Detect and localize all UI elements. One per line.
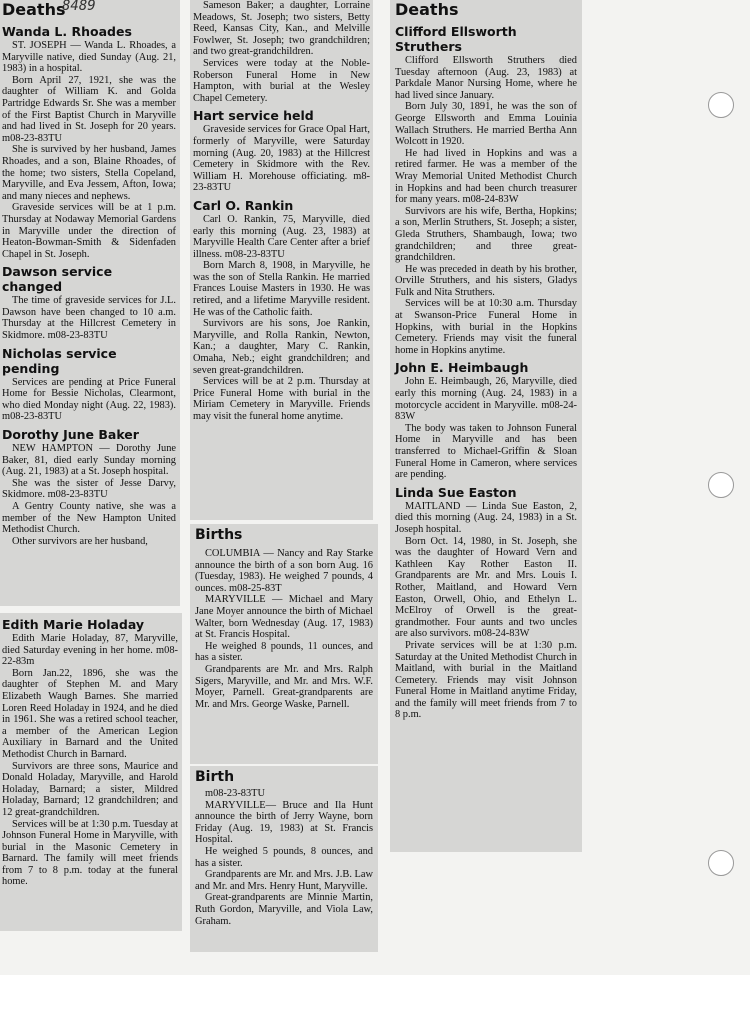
notice-paragraph: He weighed 5 pounds, 8 ounces, and has a sister. xyxy=(195,845,373,869)
obituary-paragraph: Born Jan.22, 1896, she was the daughter of Stephen M. and Mary Elizabeth Waugh Barnes. She married Loren Reed Holaday in 1924, and he died in 1961. She was a retired school teacher, a member of the American Legion Auxiliary in Barnard and the United Methodist Church in Barnard. xyxy=(2,667,178,760)
deaths-title-left: Deaths xyxy=(2,0,66,19)
obituary-headline: Carl O. Rankin xyxy=(193,197,294,213)
obituary-headline: Nicholas service pending xyxy=(2,345,117,376)
obituary-headline: Wanda L. Rhoades xyxy=(2,24,132,39)
obituary-paragraph: Clifford Ellsworth Struthers died Tuesday afternoon (Aug. 23, 1983) at Parkdale Manor Nursing Home, where he had lived since January. xyxy=(395,55,577,101)
obituary-headline: Linda Sue Easton xyxy=(395,484,517,500)
clipping-left-bottom xyxy=(0,613,182,931)
notice-paragraph: He weighed 8 pounds, 11 ounces, and has a sister. xyxy=(195,640,373,664)
deaths-title-right: Deaths xyxy=(395,0,459,19)
obituaries-middle xyxy=(193,0,370,423)
obituary-paragraph: ST. JOSEPH — Wanda L. Rhoades, a Maryville native, died Sunday (Aug. 21, 1983) in a hospital. xyxy=(2,40,176,75)
notice-paragraph: MARYVILLE — Michael and Mary Jane Moyer announce the birth of Michael Walter, born Wednesday (Aug. 17, 1983) at St. Francis Hospital. xyxy=(195,594,373,641)
binder-hole-top xyxy=(708,92,734,118)
obituary-paragraph: John E. Heimbaugh, 26, Maryville, died early this morning (Aug. 24, 1983) in a motorcycle accident in Maryville. m08-24-83W xyxy=(395,376,577,423)
obituary-paragraph: Services were today at the Noble-Roberson Funeral Home in New Hampton, with burial at the Wesley Chapel Cemetery. xyxy=(193,57,370,104)
notice-paragraph: Great-grandparents are Minnie Martin, Ruth Gordon, Maryville, and Viola Law, Graham. xyxy=(195,892,373,927)
births-list xyxy=(195,548,373,710)
obituary-headline: Dorothy June Baker xyxy=(2,427,139,443)
notice-paragraph: MARYVILLE— Bruce and Ila Hunt announce the birth of Jerry Wayne, born Friday (Aug. 19, 1983) at St. Francis Hospital. xyxy=(195,799,373,846)
obituary-paragraph: Other survivors are her husband, xyxy=(12,535,148,547)
obituary-paragraph: Edith Marie Holaday, 87, Maryville, died Saturday evening in her home. m08-22-83m xyxy=(2,633,178,668)
obituary-paragraph: Services will be at 2 p.m. Thursday at Price Funeral Home with burial in the Miriam Cemetery in Maryville. Friends may visit the funeral home anytime. xyxy=(193,376,370,422)
obituary-paragraph: Survivors are his sons, Joe Rankin, Maryville, and Rolla Rankin, Newton, Kan.; a daughter, Mary C. Rankin, Omaha, Neb.; eight grandchildren; and seven great-grandchildren. xyxy=(193,318,370,376)
obituary-paragraph: Services will be at 1:30 p.m. Tuesday at Johnson Funeral Home in Maryville, with burial in the Masonic Cemetery in Barnard. The family will meet friends from 7 to 8 p.m. today at the funeral home. xyxy=(2,818,178,888)
obituary-headline: Clifford Ellsworth Struthers xyxy=(395,24,517,54)
obituary-paragraph: Private services will be at 1:30 p.m. Saturday at the United Methodist Church in Maitland, with burial in the Maitland Cemetery. Friends may visit Johnson Funeral Home in Maitland anytime Friday, and the family will meet friends from 7 to 8 p.m. xyxy=(395,639,577,721)
obituary-paragraph: A Gentry County native, she was a member of the New Hampton United Methodist Church. xyxy=(2,501,176,536)
notice-paragraph: m08-23-83TU xyxy=(205,788,266,799)
clipping-birth xyxy=(190,766,378,952)
obituary-paragraph: He had lived in Hopkins and was a retired farmer. He was a member of the Wray Memorial United Methodist Church in Hopkins and had been church treasurer for many years. m08-24-83W xyxy=(395,147,577,206)
obituary-paragraph: Services are pending at Price Funeral Home for Bessie Nicholas, Clearmont, who died Monday night (Aug. 22, 1983). m08-23-83TU xyxy=(2,376,176,423)
clipping-left-top xyxy=(0,0,180,606)
obituary-paragraph: Born Oct. 14, 1980, in St. Joseph, she was the daughter of Howard Vern and Kathleen Kay Rother Easton II. Grandparents are Mr. and Mrs. Louis I. Rother, Maitland, and Howard Vern Easton, Orwell, Ohio, and Ethelyn L. McElroy of Orwell is the great-grandmother. Four aunts and two uncles are also survivors. m08-24-83W xyxy=(395,535,577,640)
obituary-paragraph: The time of graveside services for J.L. Dawson have been changed to 10 a.m. Thursday at the Hillcrest Cemetery in Skidmore. m08-23-83TU xyxy=(2,295,176,342)
obituary-paragraph: She was the sister of Jesse Darvy, Skidmore. m08-23-83TU xyxy=(2,477,176,501)
obituary-paragraph: Survivors are three sons, Maurice and Donald Holaday, Maryville, and Harold Holaday, Barnard; a sister, Mildred Holaday, Barnard; 12 grandchildren; and 12 great-grandchildren. xyxy=(2,760,178,818)
obituary-paragraph: MAITLAND — Linda Sue Easton, 2, died this morning (Aug. 24, 1983) in a St. Joseph hospital. xyxy=(395,500,577,535)
birth-title: Birth xyxy=(195,769,235,785)
obituary-headline: Dawson service changed xyxy=(2,264,113,295)
obituary-headline: Edith Marie Holaday xyxy=(2,617,145,632)
obituary-paragraph: Graveside services for Grace Opal Hart, formerly of Maryville, were Saturday morning (Aug. 20, 1983) at the Hillcrest Cemetery in Skidmore with the Rev. William H. Morehouse officiating. m8-23-83TU xyxy=(193,124,370,194)
obituary-paragraph: Born July 30, 1891, he was the son of George Ellsworth and Emma Louinia Wallach Struthers. He married Bertha Ann Wolcott in 1920. xyxy=(395,101,577,148)
obituary-paragraph: Services will be at 10:30 a.m. Thursday at Swanson-Price Funeral Home in Hopkins, with burial in the Hopkins Cemetery. Friends may visit the funeral home in Hopkins anytime. xyxy=(395,298,577,356)
obituaries-left-bottom xyxy=(2,617,178,888)
binder-hole-bottom xyxy=(708,850,734,876)
obituaries-left-top xyxy=(2,24,176,547)
clipping-births xyxy=(190,524,378,764)
notice-paragraph: Grandparents are Mr. and Mrs. Ralph Sigers, Maryville, and Mr. and Mrs. W.F. Moyer, Parnell. Great-grandparents are Mr. and Mrs. George Waske, Parnell. xyxy=(195,663,373,710)
obituary-paragraph: Born April 27, 1921, she was the daughter of William K. and Golda Partridge Edwards Sr. She was a member of the First Baptist Church in Maryville and had lived in St. Joseph for 20 years. m08-23-83TU xyxy=(2,74,176,144)
obituary-paragraph: Born March 8, 1908, in Maryville, he was the son of Stella Rankin. He married Frances Louise Masters in 1930. He was retired, and a lifetime Maryville resident. He was of the Catholic faith. xyxy=(193,260,370,318)
handwritten-annotation: 8489 xyxy=(62,0,96,14)
births-title: Births xyxy=(195,527,243,543)
birth-notice xyxy=(195,788,373,927)
obituary-headline: Hart service held xyxy=(193,108,314,124)
clipping-middle-top xyxy=(190,0,373,520)
clipping-right xyxy=(390,0,582,852)
obituary-paragraph: Carl O. Rankin, 75, Maryville, died early this morning (Aug. 23, 1983) at Maryville Health Care Center after a brief illness. m08-23-83TU xyxy=(193,213,370,260)
obituary-paragraph: Survivors are his wife, Bertha, Hopkins; a son, Merlin Struthers, St. Joseph; a sister, Gleda Struthers, Shambaugh, Iowa; two grandchildren; and three great-grandchildren. xyxy=(395,205,577,264)
notice-paragraph: COLUMBIA — Nancy and Ray Starke announce the birth of a son born Aug. 16 (Tuesday, 1983). He weighed 7 pounds, 4 ounces. m08-25-83T xyxy=(195,548,373,594)
obituary-paragraph: Graveside services will be at 1 p.m. Thursday at Nodaway Memorial Gardens in Maryville under the direction of Heaton-Bowman-Smith & Sidenfaden Chapel in St. Joseph. xyxy=(2,202,176,260)
obituary-headline: John E. Heimbaugh xyxy=(395,360,529,376)
obituary-paragraph: NEW HAMPTON — Dorothy June Baker, 81, died early Sunday morning (Aug. 21, 1983) at a St. Joseph hospital. xyxy=(2,443,176,478)
obituary-paragraph: He was preceded in death by his brother, Orville Struthers, and his sisters, Gladys Fulk and Nita Struthers. xyxy=(395,263,577,298)
obituaries-right xyxy=(395,24,577,721)
binder-hole-middle xyxy=(708,472,734,498)
notice-paragraph: Grandparents are Mr. and Mrs. J.B. Law and Mr. and Mrs. Henry Hunt, Maryville. xyxy=(195,869,373,892)
obituary-paragraph: The body was taken to Johnson Funeral Home in Maryville and has been transferred to Michael-Griffin & Sloan Funeral Home in Cameron, where services are pending. xyxy=(395,422,577,481)
obituary-paragraph: She is survived by her husband, James Rhoades, and a son, Blaine Rhoades, of the home; two sisters, Stella Copeland, Maryville, and Eva Jessem, Afton, Iowa; and many nieces and nephews. xyxy=(2,144,176,202)
obituary-paragraph: Sameson Baker; a daughter, Lorraine Meadows, St. Joseph; two sisters, Betty Reed, Kansas City, Kan., and Melville Fowlwer, St. Joseph; two grandchildren; and two great-grandchildren. xyxy=(193,0,370,58)
